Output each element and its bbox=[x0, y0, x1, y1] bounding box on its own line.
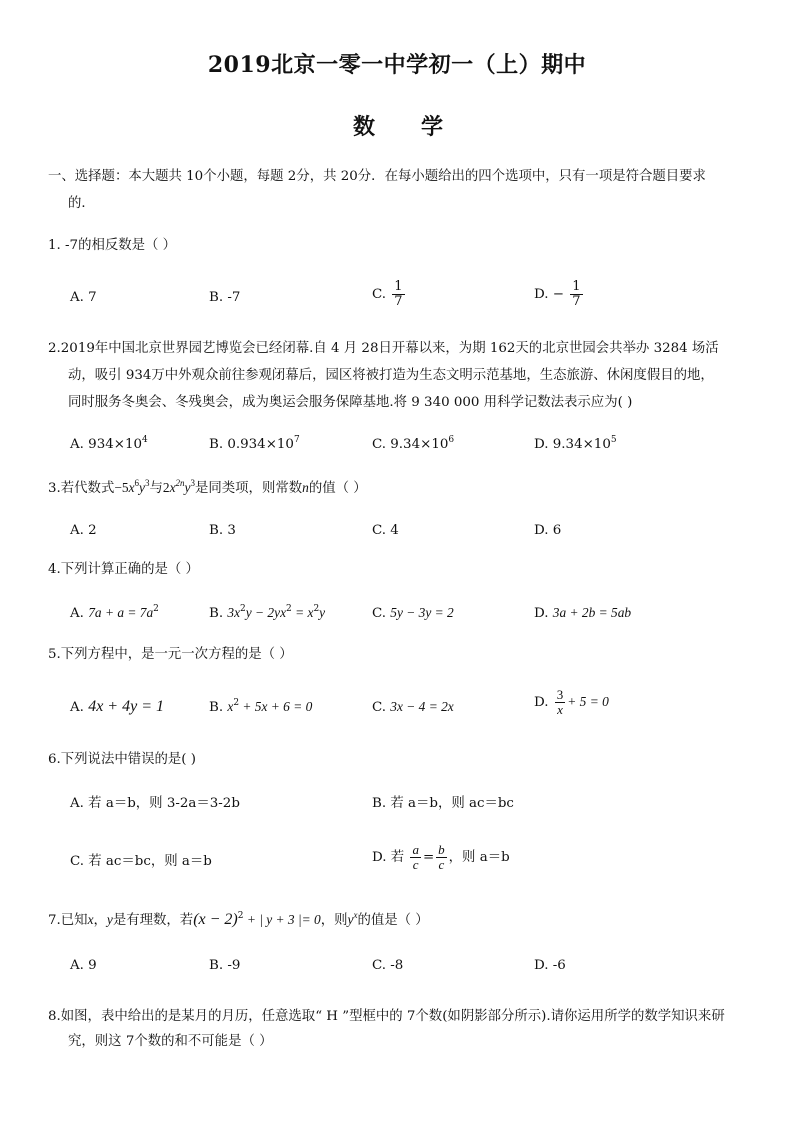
q2-option-b[interactable] bbox=[209, 435, 300, 455]
q7-var-x: x bbox=[87, 912, 94, 927]
q5-option-d-label: D. bbox=[534, 695, 549, 710]
q2-option-d-base: D. 9.34×10 bbox=[534, 437, 611, 452]
q3-expr1-coef: −5 bbox=[114, 480, 129, 495]
q7-expr-1: (x − 2) bbox=[193, 911, 238, 928]
q5-option-b[interactable] bbox=[209, 697, 312, 718]
q3-expr1-y: y bbox=[139, 480, 145, 495]
q6-option-d-fraction-2 bbox=[436, 843, 447, 872]
q7-expr-3: y bbox=[347, 912, 354, 927]
q4-option-d[interactable] bbox=[534, 603, 631, 624]
q5-option-a[interactable] bbox=[70, 697, 164, 718]
q7-prefix: 7.已知 bbox=[48, 913, 88, 928]
fraction-denominator: c bbox=[412, 857, 419, 872]
q7-option-d[interactable]: D. -6 bbox=[534, 958, 566, 973]
question-2-line-3: 同时服务冬奥会、冬残奥会，成为奥运会服务保障基地.将 9 340 000 用科学记数法表示应为( ) bbox=[68, 395, 633, 410]
q3-expression-2 bbox=[163, 480, 195, 495]
q4-option-c-label: C. bbox=[372, 606, 387, 621]
q1-option-b[interactable]: B. -7 bbox=[209, 290, 241, 305]
q4-option-a-label: A. bbox=[70, 606, 84, 621]
q5-option-c-expr: 3x − 4 = 2x bbox=[390, 699, 454, 714]
q5-option-b-expr-1: x bbox=[227, 699, 234, 714]
q5-option-d-fraction bbox=[555, 688, 566, 717]
q1-option-a[interactable]: A. 7 bbox=[70, 290, 97, 305]
q4-option-b-expr-1: 3x bbox=[227, 605, 241, 620]
q3-expr2-x-exp: 2n bbox=[175, 478, 185, 488]
q4-option-b-label: B. bbox=[209, 606, 224, 621]
q6-option-d-fraction-1 bbox=[410, 843, 421, 872]
q7-expr-2: + | y + 3 |= 0 bbox=[243, 912, 321, 927]
q6-option-c[interactable]: C. 若 ac＝bc，则 a＝b bbox=[70, 854, 212, 869]
q2-option-a-base: A. 934×10 bbox=[70, 437, 143, 452]
fraction-numerator: 1 bbox=[394, 279, 403, 294]
q4-option-b-exp-1: 2 bbox=[240, 604, 246, 614]
q7-expr-1-exp: 2 bbox=[237, 911, 244, 921]
q1-option-c-label: C. bbox=[372, 287, 387, 302]
page-title: 2019北京一零一中学初一（上）期中 bbox=[207, 52, 587, 78]
q7-separator: ， bbox=[93, 913, 107, 928]
fraction-numerator: 1 bbox=[572, 279, 581, 294]
q7-mid: 是有理数，若 bbox=[112, 913, 194, 928]
question-2-line-1: 2.2019年中国北京世界园艺博览会已经闭幕.自 4 月 28日开幕以来，为期 162天的北京世园会共举办 3284 场活 bbox=[48, 341, 719, 356]
q5-option-b-label: B. bbox=[209, 700, 224, 715]
q6-option-d-prefix: D. 若 bbox=[372, 850, 405, 865]
q4-option-b[interactable] bbox=[209, 603, 325, 624]
q5-option-d-rest: + 5 = 0 bbox=[567, 694, 609, 709]
q1-option-c-fraction bbox=[392, 280, 404, 309]
q7-option-c[interactable]: C. -8 bbox=[372, 958, 404, 973]
question-7-stem bbox=[48, 910, 429, 931]
q5-option-d[interactable] bbox=[534, 688, 609, 717]
q3-option-a[interactable]: A. 2 bbox=[70, 523, 97, 538]
q4-option-d-expr: 3a + 2b = 5ab bbox=[552, 605, 632, 620]
q4-option-b-exp-3: 2 bbox=[313, 604, 320, 614]
subject-char-2: 学 bbox=[421, 114, 444, 140]
q2-option-d[interactable] bbox=[534, 435, 617, 455]
q2-option-c-base: C. 9.34×10 bbox=[372, 437, 449, 452]
q4-option-a[interactable] bbox=[70, 603, 159, 624]
q4-option-b-expr-4: y bbox=[319, 605, 326, 620]
q1-option-d[interactable] bbox=[534, 280, 585, 309]
fraction-denominator: 7 bbox=[394, 294, 403, 309]
q5-option-c[interactable] bbox=[372, 697, 454, 718]
q7-suffix-1: ，则 bbox=[320, 913, 348, 928]
question-4-stem: 4.下列计算正确的是（ ） bbox=[48, 562, 199, 577]
fraction-numerator: b bbox=[438, 842, 445, 857]
q7-option-a[interactable]: A. 9 bbox=[70, 958, 97, 973]
q7-option-b[interactable]: B. -9 bbox=[209, 958, 241, 973]
q6-option-a[interactable]: A. 若 a＝b，则 3-2a＝3-2b bbox=[70, 796, 240, 811]
q2-option-d-exponent: 5 bbox=[610, 435, 617, 445]
q5-option-a-label: A. bbox=[70, 700, 84, 715]
q4-option-c-expr: 5y − 3y = 2 bbox=[390, 605, 454, 620]
q7-expr-3-exp: x bbox=[353, 910, 358, 920]
fraction-denominator: x bbox=[557, 702, 563, 717]
q6-option-d-suffix: ，则 a＝b bbox=[448, 850, 510, 865]
q3-mid: 与 bbox=[149, 481, 163, 496]
q2-option-b-base: B. 0.934×10 bbox=[209, 437, 294, 452]
q3-option-b[interactable]: B. 3 bbox=[209, 523, 236, 538]
question-6-stem: 6.下列说法中错误的是( ) bbox=[48, 752, 196, 767]
question-2-line-2: 动，吸引 934万中外观众前往参观闭幕后，园区将被打造为生态文明示范基地，生态旅游、休闲度假目的地， bbox=[68, 368, 714, 383]
fraction-denominator: c bbox=[438, 857, 445, 872]
q3-expr2-y: y bbox=[184, 480, 191, 495]
subject-char-1: 数 bbox=[353, 114, 376, 140]
q4-option-a-exp: 2 bbox=[153, 604, 159, 614]
q4-option-b-exp-2: 2 bbox=[286, 604, 292, 614]
q4-option-d-label: D. bbox=[534, 606, 549, 621]
question-8-line-1: 8.如图，表中给出的是某月的月历，任意选取“ H ”型框中的 7个数(如阴影部分所示).请你运用所学的数学知识来研 bbox=[48, 1009, 725, 1024]
question-3-stem bbox=[48, 478, 367, 499]
q2-option-c[interactable] bbox=[372, 435, 454, 455]
q4-option-b-expr-3: = x bbox=[291, 605, 314, 620]
q6-option-d[interactable] bbox=[372, 843, 510, 872]
q1-option-d-label: D. bbox=[534, 287, 549, 302]
q3-variable-n: n bbox=[302, 480, 309, 495]
fraction-numerator: a bbox=[412, 842, 419, 857]
question-1-stem: 1. -7的相反数是（ ） bbox=[48, 238, 177, 253]
q4-option-b-expr-2: y − 2yx bbox=[245, 605, 287, 620]
fraction-numerator: 3 bbox=[556, 687, 564, 702]
question-8-line-2: 究，则这 7个数的和不可能是（ ） bbox=[68, 1034, 273, 1049]
q5-option-b-expr-2: + 5x + 6 = 0 bbox=[239, 699, 313, 714]
q3-expr1-y-exp: 3 bbox=[145, 478, 150, 488]
q2-option-c-exponent: 6 bbox=[448, 435, 455, 445]
q1-option-d-fraction bbox=[570, 280, 582, 309]
q5-option-b-exp: 2 bbox=[233, 698, 240, 708]
q7-var-y: y bbox=[106, 912, 113, 927]
q3-expr2-y-exp: 3 bbox=[190, 478, 195, 488]
question-5-stem: 5.下列方程中，是一元一次方程的是（ ） bbox=[48, 647, 293, 662]
section-instruction-line-1: 一、选择题：本大题共 10个小题，每题 2分，共 20分．在每小题给出的四个选项中，只有一项是符合题目要求 bbox=[48, 169, 706, 184]
q4-option-a-expr: 7a + a = 7a bbox=[88, 605, 154, 620]
q3-expression-1 bbox=[114, 480, 149, 495]
q3-expr2-x: x bbox=[169, 480, 176, 495]
q3-expr1-x-exp: 6 bbox=[134, 478, 140, 488]
fraction-denominator: 7 bbox=[572, 294, 581, 309]
q5-option-c-label: C. bbox=[372, 700, 387, 715]
q6-option-d-equals: = bbox=[422, 850, 435, 865]
q2-option-a-exponent: 4 bbox=[142, 435, 148, 445]
q2-option-a[interactable] bbox=[70, 435, 148, 455]
q2-option-b-exponent: 7 bbox=[293, 435, 300, 445]
q5-option-a-expr: 4x + 4y = 1 bbox=[88, 698, 164, 715]
q3-expr1-x: x bbox=[128, 480, 135, 495]
q1-option-d-sign: − bbox=[552, 287, 565, 302]
q3-option-d[interactable]: D. 6 bbox=[534, 523, 562, 538]
q3-suffix-1: 是同类项，则常数 bbox=[195, 481, 303, 496]
q3-prefix: 3.若代数式 bbox=[48, 481, 115, 496]
q6-option-b[interactable]: B. 若 a＝b，则 ac＝bc bbox=[372, 796, 514, 811]
q4-option-c[interactable] bbox=[372, 603, 454, 624]
q3-expr2-coef: 2 bbox=[162, 480, 170, 495]
q3-suffix-2: 的值（ ） bbox=[308, 481, 367, 496]
section-instruction-line-2: 的． bbox=[68, 196, 95, 211]
q7-suffix-2: 的值是（ ） bbox=[357, 913, 429, 928]
q1-option-c[interactable] bbox=[372, 280, 407, 309]
q3-option-c[interactable]: C. 4 bbox=[372, 523, 399, 538]
